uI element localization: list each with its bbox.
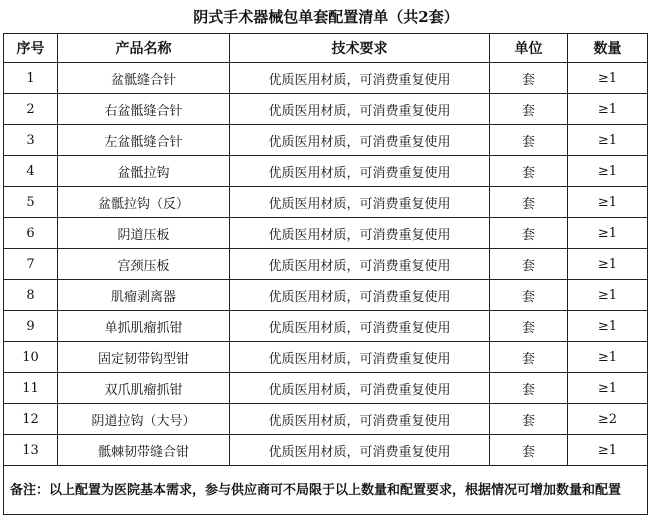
cell-name: 盆骶缝合针 <box>58 63 230 94</box>
cell-index: 9 <box>4 311 58 342</box>
cell-requirement: 优质医用材质，可消费重复使用 <box>230 125 490 156</box>
cell-quantity: ≥1 <box>568 373 648 404</box>
cell-name: 骶棘韧带缝合钳 <box>58 435 230 466</box>
table-row <box>4 280 648 311</box>
cell-requirement: 优质医用材质，可消费重复使用 <box>230 218 490 249</box>
cell-unit: 套 <box>490 125 568 156</box>
cell-index: 5 <box>4 187 58 218</box>
document-title: 阴式手术器械包单套配置清单（共2套） <box>193 8 459 26</box>
header-index: 序号 <box>4 34 58 63</box>
cell-quantity: ≥1 <box>568 156 648 187</box>
cell-unit: 套 <box>490 187 568 218</box>
cell-requirement: 优质医用材质，可消费重复使用 <box>230 373 490 404</box>
table-row <box>4 435 648 466</box>
cell-requirement: 优质医用材质，可消费重复使用 <box>230 156 490 187</box>
cell-unit: 套 <box>490 435 568 466</box>
cell-index: 6 <box>4 218 58 249</box>
cell-name: 肌瘤剥离器 <box>58 280 230 311</box>
cell-unit: 套 <box>490 280 568 311</box>
cell-unit: 套 <box>490 94 568 125</box>
cell-unit: 套 <box>490 373 568 404</box>
cell-quantity: ≥1 <box>568 94 648 125</box>
cell-name: 阴道压板 <box>58 218 230 249</box>
cell-requirement: 优质医用材质，可消费重复使用 <box>230 342 490 373</box>
cell-quantity: ≥1 <box>568 218 648 249</box>
cell-index: 11 <box>4 373 58 404</box>
cell-quantity: ≥1 <box>568 249 648 280</box>
cell-name: 宫颈压板 <box>58 249 230 280</box>
cell-name: 固定韧带钩型钳 <box>58 342 230 373</box>
cell-index: 10 <box>4 342 58 373</box>
cell-unit: 套 <box>490 311 568 342</box>
header-name: 产品名称 <box>58 34 230 63</box>
cell-unit: 套 <box>490 156 568 187</box>
cell-name: 双爪肌瘤抓钳 <box>58 373 230 404</box>
cell-requirement: 优质医用材质，可消费重复使用 <box>230 187 490 218</box>
cell-index: 3 <box>4 125 58 156</box>
cell-quantity: ≥1 <box>568 187 648 218</box>
cell-quantity: ≥1 <box>568 125 648 156</box>
table-row <box>4 125 648 156</box>
cell-unit: 套 <box>490 404 568 435</box>
cell-requirement: 优质医用材质，可消费重复使用 <box>230 311 490 342</box>
cell-quantity: ≥1 <box>568 435 648 466</box>
cell-requirement: 优质医用材质，可消费重复使用 <box>230 280 490 311</box>
cell-name: 左盆骶缝合针 <box>58 125 230 156</box>
cell-name: 阴道拉钩（大号） <box>58 404 230 435</box>
header-unit: 单位 <box>490 34 568 63</box>
table-row <box>4 249 648 280</box>
table-row <box>4 156 648 187</box>
note-row <box>4 466 648 515</box>
cell-index: 13 <box>4 435 58 466</box>
table-row <box>4 187 648 218</box>
cell-name: 单抓肌瘤抓钳 <box>58 311 230 342</box>
cell-requirement: 优质医用材质，可消费重复使用 <box>230 63 490 94</box>
cell-requirement: 优质医用材质，可消费重复使用 <box>230 94 490 125</box>
configuration-table <box>3 33 648 515</box>
table-row <box>4 404 648 435</box>
header-requirement: 技术要求 <box>230 34 490 63</box>
cell-unit: 套 <box>490 63 568 94</box>
cell-requirement: 优质医用材质，可消费重复使用 <box>230 435 490 466</box>
table-row <box>4 94 648 125</box>
table-row <box>4 373 648 404</box>
cell-name: 盆骶拉钩（反） <box>58 187 230 218</box>
cell-index: 1 <box>4 63 58 94</box>
table-header-row <box>4 34 648 63</box>
cell-quantity: ≥1 <box>568 311 648 342</box>
table-row <box>4 218 648 249</box>
table-row <box>4 63 648 94</box>
cell-quantity: ≥1 <box>568 63 648 94</box>
cell-index: 7 <box>4 249 58 280</box>
cell-unit: 套 <box>490 249 568 280</box>
cell-requirement: 优质医用材质，可消费重复使用 <box>230 404 490 435</box>
cell-quantity: ≥1 <box>568 280 648 311</box>
cell-index: 8 <box>4 280 58 311</box>
note-text: 备注：以上配置为医院基本需求，参与供应商可不局限于以上数量和配置要求，根据情况可增加数量和配置 <box>4 466 648 515</box>
cell-unit: 套 <box>490 218 568 249</box>
header-quantity: 数量 <box>568 34 648 63</box>
cell-index: 2 <box>4 94 58 125</box>
cell-index: 12 <box>4 404 58 435</box>
table-row <box>4 311 648 342</box>
cell-quantity: ≥2 <box>568 404 648 435</box>
cell-index: 4 <box>4 156 58 187</box>
cell-unit: 套 <box>490 342 568 373</box>
cell-name: 右盆骶缝合针 <box>58 94 230 125</box>
cell-name: 盆骶拉钩 <box>58 156 230 187</box>
table-row <box>4 342 648 373</box>
cell-quantity: ≥1 <box>568 342 648 373</box>
cell-requirement: 优质医用材质，可消费重复使用 <box>230 249 490 280</box>
